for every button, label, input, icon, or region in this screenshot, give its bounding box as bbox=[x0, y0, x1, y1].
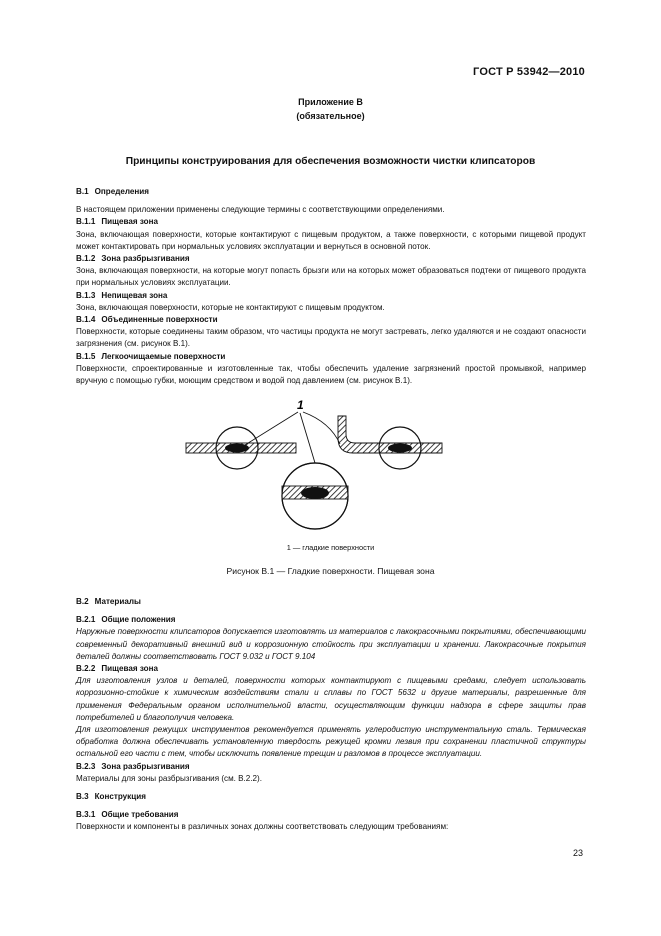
paragraph: Для изготовления режущих инструментов рекомендуется применять углеродистую инструментальную сталь. Термическая обработка должна обеспечивать установленную твердость режущей кромки лезвия при сохранении пластичной структуры остальной его части с тем, чтобы исключить появление трещин и разломов в процессе эксплуатации. bbox=[76, 725, 586, 759]
figure-smooth-surfaces bbox=[180, 392, 450, 542]
definition-text: Зона, включающая поверхности, на которые могут попасть брызги или на которых может образоваться подтеки от пищевого продукта при нормальных условиях эксплуатации. bbox=[76, 266, 586, 288]
figure-caption: Рисунок В.1 — Гладкие поверхности. Пищевая зона bbox=[226, 566, 435, 576]
paragraph: Материалы для зоны разбрызгивания (см. В.2.2). bbox=[76, 773, 262, 783]
paragraph: Поверхности и компоненты в различных зонах должны соответствовать следующим требованиям: bbox=[76, 822, 449, 832]
leader-line-right bbox=[303, 412, 340, 444]
definition-text: Зона, включающая поверхности, которые контактируют с пищевым продуктом, а также поверхности, с которыми пищевой продукт может контактировать при нормальных условиях эксплуатации и вернуться в основной поток. bbox=[76, 229, 586, 251]
appendix-heading bbox=[0, 95, 661, 123]
figure-drawing bbox=[180, 392, 450, 542]
subsection-heading: В.1.3 Непищевая зона bbox=[76, 290, 168, 300]
subsection-heading: В.1.1 Пищевая зона bbox=[76, 217, 158, 227]
section-heading: В.2 Материалы bbox=[76, 597, 141, 606]
definition-text: Поверхности, которые соединены таким образом, что частицы продукта не могут застревать, легко удаляются и не создают опасности загрязнения (см. рисунок В.1). bbox=[76, 327, 586, 349]
definition-text: Зона, включающая поверхности, которые не контактируют с пищевым продуктом. bbox=[76, 302, 385, 312]
paragraph: Наружные поверхности клипсаторов допускается изготовлять из материалов с лакокрасочными покрытиями, обеспечивающими современный декоративный внешний вид и коррозионную стойкость при эксплуатации и хранении. Лакокрасочные покрытия деталей должны соответствовать ГОСТ 9.032 и ГОСТ 9.104 bbox=[76, 627, 586, 661]
appendix-status: (обязательное) bbox=[296, 111, 365, 121]
magnified-weld bbox=[301, 487, 329, 499]
leader-line-left bbox=[245, 412, 298, 445]
subsection-heading: В.1.5 Легкоочищаемые поверхности bbox=[76, 351, 226, 361]
subsection-heading: В.2.2 Пищевая зона bbox=[76, 664, 158, 674]
section-intro: В настоящем приложении применены следующие термины с соответствующими определениями. bbox=[76, 205, 445, 215]
right-weld bbox=[388, 444, 412, 453]
standard-number: ГОСТ Р 53942—2010 bbox=[473, 66, 585, 78]
definition-text: Поверхности, спроектированные и изготовленные так, чтобы обеспечить удаление загрязнений простой промывкой, например вручную с помощью губки, моющим средством и водой под давлением (см. рисунок В.1). bbox=[76, 363, 586, 386]
document-title: Принципы конструирования для обеспечения возможности чистки клипсаторов bbox=[125, 156, 536, 167]
subsection-heading: В.2.1 Общие положения bbox=[76, 615, 176, 625]
section-b1 bbox=[76, 186, 586, 387]
subsection-heading: В.3.1 Общие требования bbox=[76, 810, 179, 820]
callout-number: 1 bbox=[297, 398, 304, 412]
paragraph: Для изготовления узлов и деталей, поверхности которых контактируют с пищевыми средами, следует использовать коррозионно-стойкие к химическим воздействиям стали и сплавы по ГОСТ 5632 и другие материалы, разрешенные для применения Федеральным органом исполнительной власти, осуществляющим функции надзора в сфере защиты прав потребителей и благополучия человека. bbox=[76, 676, 586, 722]
leader-line-center bbox=[300, 413, 315, 463]
section-b2 bbox=[76, 596, 586, 834]
figure-legend: 1 — гладкие поверхности bbox=[286, 543, 375, 552]
subsection-heading: В.1.4 Объединенные поверхности bbox=[76, 315, 218, 325]
subsection-heading: В.1.2 Зона разбрызгивания bbox=[76, 254, 190, 264]
appendix-label: Приложение В bbox=[298, 97, 363, 107]
section-heading: В.3 Конструкция bbox=[76, 792, 146, 802]
page-number: 23 bbox=[572, 848, 583, 858]
subsection-heading: В.2.3 Зона разбрызгивания bbox=[76, 761, 190, 771]
section-heading: В.1 Определения bbox=[76, 187, 150, 196]
